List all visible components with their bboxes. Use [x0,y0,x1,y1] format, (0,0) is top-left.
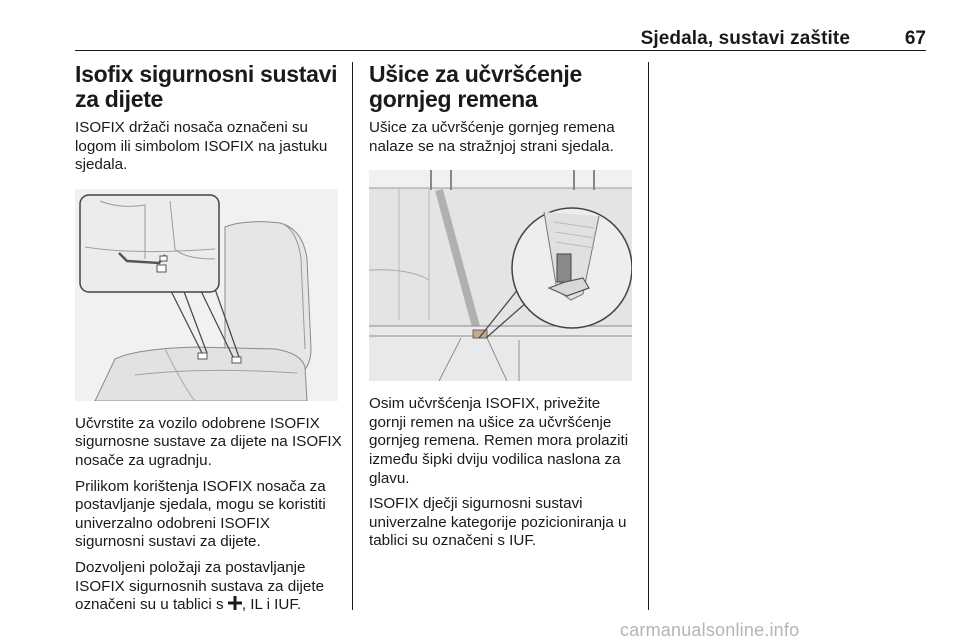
header-rule [75,50,926,51]
plus-cross-icon [228,596,242,610]
top-tether-paragraph: Osim učvršćenja ISOFIX, privežite gornji remen na ušice za učvršćenje gornjeg remena. Remen mora prolaziti između šipki dviju vodilica naslona za glavu. [369,395,629,487]
right-column [369,62,635,551]
isofix-seat-illustration [75,189,338,401]
page-header [75,28,926,50]
section-title: Sjedala, sustavi zaštite [640,28,850,49]
positions-text-end: , IL i IUF. [241,596,302,614]
isofix-positions-paragraph [75,559,343,615]
column-divider [352,62,353,610]
top-tether-heading: Ušice za učvršćenje gornjeg remena [369,61,582,112]
top-tether-paragraph: ISOFIX dječji sigurnosni sustavi univerzalne kategorije pozicioniranja u tablici su označeni s IUF. [369,495,627,550]
isofix-heading: Isofix sigurnosni sustavi za dijete [75,61,338,112]
isofix-paragraph: Učvrstite za vozilo odobrene ISOFIX sigurnosne sustave za dijete na ISOFIX nosače za ugradnju. [75,414,342,469]
page-number: 67 [904,28,926,49]
left-column [75,62,343,615]
isofix-paragraph: Prilikom korištenja ISOFIX nosača za postavljanje sjedala, mogu se koristiti univerzalno odobreni ISOFIX sigurnosni sustavi za dijete. [75,477,326,551]
isofix-intro: ISOFIX držači nosača označeni su logom ili simbolom ISOFIX na jastuku sjedala. [75,119,328,174]
top-tether-illustration [369,170,632,381]
watermark: carmanualsonline.info [620,620,800,640]
top-tether-intro: Ušice za učvršćenje gornjeg remena nalaze se na stražnjoj strani sjedala. [369,119,615,155]
positions-text-start: Dozvoljeni položaji za postavljanje ISOFIX sigurnosnih sustava za dijete označeni su u tablici s [75,558,325,614]
column-divider [648,62,649,610]
